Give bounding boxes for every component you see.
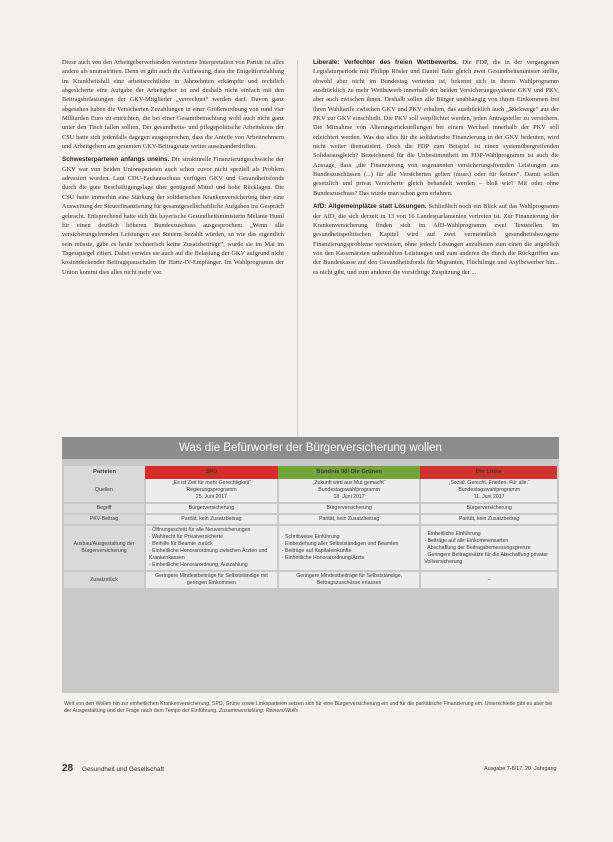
table-cell: [420, 525, 557, 571]
row-label: Ausbau/Ausgestaltung der Bürgerversicherung: [64, 525, 145, 571]
left-column: [62, 58, 284, 277]
table-row: [64, 514, 557, 525]
paragraph: [313, 58, 559, 198]
paragraph-text: Die FDP, die in der vergangenen Legislaturperiode mit Philipp Rösler und Daniel Bahr gleich zwei Gesundheitsminister stellte, obwohl aber nicht im Bundestag vertreten ist, bekennt sich in ihrem Wahlprogramm ausdrücklich zu mehr Wettbewerb innerhalb der beiden Versicherungssysteme GKV und PKV, aber auch zwischen ihnen. Deshalb sollen alle Bürger unabhängig von ihrem Einkommen frei ihren Wahltarife zwischen GKV und PKV erhalten, das ausdrücklich auch „Rückwege“ aus der PKV zur GKV einschließt. Die PKV soll verpflichtet werden, jeden Antragsteller zu versichern. Die Mitnahme von Alterungsrückstellungen bei einem Wechsel innerhalb der PKV soll erleichtert werden. Was das alles für die solidarische Finanzierung in der GKV bedeuten, wird nicht weiter thematisiert. Doch die FDP zum Beispiel ist einen systemübergreifenden Solidarausgleich? Bezeichnend für die Unbestimmtheit im FDP-Wahlprogramm ist auch die Aussage, dass „die Finanzierung von sogenannten versicherungsfremden Leistungen aus Bundeszuschüssen (...) für alle Versicherten gelten (muss) oder für keinen“. Damit sollen gesetzlich und privat Versicherte gleich behandelt werden – bloß wie? Mit oder ohne Bundeszuschuss? Das wurde man schon gern erfahren.: [313, 59, 559, 197]
cell-line: Geringere Mindestbeiträge für Selbstständige mit geringen Einkommen: [155, 573, 268, 586]
paragraph: [62, 155, 284, 276]
table-cell: [145, 514, 278, 525]
paragraph-text: Diese auch von den Arbeitgeberverbänden vertretene Interpretation von Parität ist alles andere als unumstritten. Denn es gibt auch die Auffassung, dass die Entgeltfortzahlung im Krankheitsfall eine arbeitsrechtliche in Jahrzehnten erkämpfte und rechtlich abgesicherte eine Aufgabe der Arbeitgeber ist und deshalb nicht einfach mit den Beitragsbelastungen der GKV-Mitglieder „verrechnet“ werden darf. Davon ganz abgesehen haben die Versicherten Zuzahlungen in einer Größenordnung von rund vier Milliarden Euro zu entrichten, die bei einer Gesamtbetrachtung wohl auch nicht ganz unter den Tisch fallen sollten. Der gesundheits- und pflegepolitische Arbeitskreis der CSU hatte sich jedenfalls dagegen ausgesprochen, dass die Anteile von Arbeitnehmern und Arbeitgebern am gesamten GKV-Beitragssatz weiter auseinanderdriften.: [62, 59, 284, 151]
paragraph-lead: Schwesterparteien anfangs uneins.: [62, 156, 170, 164]
cell-line: 18. Juni 2017: [333, 494, 365, 500]
cell-line: Regierungsprogramm: [186, 487, 237, 493]
table-cell: [145, 479, 278, 503]
page-section: Gesundheit und Gesellschaft: [82, 766, 165, 773]
table-row: [64, 525, 557, 571]
cell-line: Bundestagswahlprogramm: [458, 487, 521, 493]
table-cell: [420, 479, 557, 503]
paragraph-text: Die strukturelle Finanzierungsschwäche der GKV war von beiden Unionsparteien auch schon zuvor nicht speziell als Problem adressiert worden. Laut CDU-Fachausschuss verfügen GKV und Gesundheitsfonds durch die gute Beschäftigungslage über genügend Mittel und hohe Rücklagen. Die CSU hatte immerhin eine Stärkung der solidarischen Krankenversicherung über eine Ausweitung der Steuerfinanzierung für gesamtgesellschaftliche Aufgaben ins Gespräch gebracht. Entsprechend hatte sich die bayerische Gesundheitsministerin Melanie Huml für einen deutlich höheren Bundeszuschuss ausgesprochen: „Wenn alle versicherungsfremden Leistungen aus Steuern bezahlt würden, so wie das eigentlich sein müsste, gäbe es heute rechnerisch keine Zusatzbeiträge“, wurde sie im Mai im Tagesspiegel zitiert. Dabei verwies sie auch auf die Belastung der GKV aufgrund nicht kostendeckender Beitragspauschalen für Hartz-IV-Empfänger. Im Wahlprogramm der Union kommt dies alles nicht mehr vor.: [62, 156, 284, 276]
cell-list: [149, 527, 274, 569]
table-cell: [145, 571, 278, 589]
row-label: PKV-Beitrag: [64, 514, 145, 525]
paragraph: [62, 58, 284, 151]
cell-line: Bürgerversicherung: [326, 505, 372, 511]
cell-list-item: · Einheitliche Honorarordnung zwischen Ärzten und Krankenkassen: [149, 548, 274, 562]
cell-line: „Es ist Zeit für mehr Gerechtigkeit“: [171, 480, 251, 486]
cell-list-item: · Einheitliche Honorarordnung/Ärzte: [282, 555, 417, 562]
paragraph-text: Schließlich noch ein Blick auf das Wahlprogramm der AfD, die sich derzeit in 13 von 16 Landesparlamenten vertreten ist. Zur Finanzierung der Krankenversicherung finden sich im AfD-Wahlprogramm zwei Textstellen. Im gesundheitspolitischen Kapitel wird auf zwei vermeintlich gesundheitsbezogene Finanzierungsprobleme verwiesen, ohne jedoch Lösungen anzubieten zum einen die angeblich von den Kassenärzten unbezahlten Leistungen und zum anderen die durch die Rückgriffen aus der Bundeskasse auf den Gesundheitsfonds für Migranten, Flüchtlinge und Asylbewerber hin... es nicht gibt, und zum anderen die vorsichtige Zuspitzung der ...: [313, 203, 559, 276]
table-cell: [278, 503, 421, 514]
cell-list-item: · Einbeziehung aller Selbstständigen und Beamten: [282, 541, 417, 548]
header-parteien: Parteien: [64, 466, 145, 479]
cell-line: Geringere Mindestbeiträge für Selbstständige, Beitragszuschüsse erlassen: [296, 573, 403, 586]
table-cell: [420, 514, 557, 525]
cell-list-item: · Schrittweise Einführung: [282, 534, 417, 541]
cell-list: [282, 534, 417, 562]
cell-list-item: · Wahlrecht für Privatversicherte: [149, 534, 274, 541]
paragraph: [313, 202, 559, 277]
table-cell: [278, 514, 421, 525]
cell-list-item: · Einheitliche Einführung: [424, 531, 554, 538]
cell-line: Parität, kein Zusatzbeitrag: [459, 516, 520, 522]
page-number: 28: [62, 763, 74, 774]
cell-line: 25. Juni 2017: [195, 494, 228, 500]
page-issue: Ausgabe 7-8/17, 20. Jahrgang: [484, 766, 557, 772]
table-cell: [278, 479, 421, 503]
cell-list: [424, 531, 554, 566]
info-box-title: Was die Befürworter der Bürgerversicherung wollen: [62, 437, 559, 459]
cell-line: –: [487, 576, 491, 583]
cell-line: Bürgerversicherung: [466, 505, 512, 511]
table-row: [64, 479, 557, 503]
cell-list-item: · Geringere Beitragssätze für die Abschaffung privater Vollversicherung: [424, 552, 554, 566]
cell-list-item: · Öffnungsschritt für alle Neuversicherungen: [149, 527, 274, 534]
table-cell: [420, 571, 557, 589]
footnote-text: Weit von den Wollen hin zur einheitlichen Krankenversicherung. SPD, Grüne sowie Linksparteien setzen sich für eine Bürgerversicherung ein und für die paritätische Finanzierung ein. Unterschiede gibt es aber bei der Ausgestaltung und der Frage nach dem Tempo der Einführung.: [64, 701, 553, 715]
table-row: [64, 503, 557, 514]
table-cell: [278, 525, 421, 571]
cell-list-item: · Beiträge auf Kapitaleinkünfte: [282, 548, 417, 555]
cell-line: Bundestagswahlprogramm: [318, 487, 380, 493]
cell-list-item: · Beiträge auf alle Einkommensarten: [424, 538, 554, 545]
cell-list-item: · Beihilfe für Beamte zurück: [149, 541, 274, 548]
row-label: Zusatzstück: [64, 571, 145, 589]
cell-line: Parität, kein Zusatzbeitrag: [181, 516, 242, 522]
table-footnote: [64, 701, 557, 716]
header-spd: SPD: [145, 466, 278, 479]
cell-list-item: · Einheitliche Honorarordnung, Auszahlung: [149, 562, 274, 569]
cell-line: „Sozial. Gerecht. Frieden. Für alle.“: [448, 480, 530, 486]
table-row: [64, 571, 557, 589]
table-cell: [420, 503, 557, 514]
table-cell: [145, 525, 278, 571]
column-divider: [297, 60, 298, 440]
row-label: Begriff: [64, 503, 145, 514]
cell-line: „Zukunft wird aus Mut gemacht“: [312, 480, 386, 486]
paragraph-lead: Liberale: Verfechter des freien Wettbewerbs.: [313, 59, 458, 66]
header-linke: Die Linke: [420, 466, 557, 479]
paragraph-lead: AfD: Allgemeinplätze statt Lösungen.: [313, 203, 427, 211]
cell-line: 11. Juni 2017: [473, 494, 505, 500]
header-gruene: Bündnis 90/ Die Grünen: [278, 466, 421, 479]
table-header-row: [64, 466, 557, 479]
cell-list-item: · Abschaffung der Beitragsbemessungsgrenze: [424, 545, 554, 552]
comparison-table: [64, 466, 557, 590]
footnote-source: Zusammenstellung: Reiners/Wolfs: [219, 708, 299, 715]
table-cell: [145, 503, 278, 514]
table-cell: [278, 571, 421, 589]
row-label: Quellen: [64, 479, 145, 503]
right-column: [313, 58, 559, 277]
cell-line: Parität, kein Zusatzbeitrag: [318, 516, 380, 522]
cell-line: Bürgerversicherung: [188, 505, 235, 511]
